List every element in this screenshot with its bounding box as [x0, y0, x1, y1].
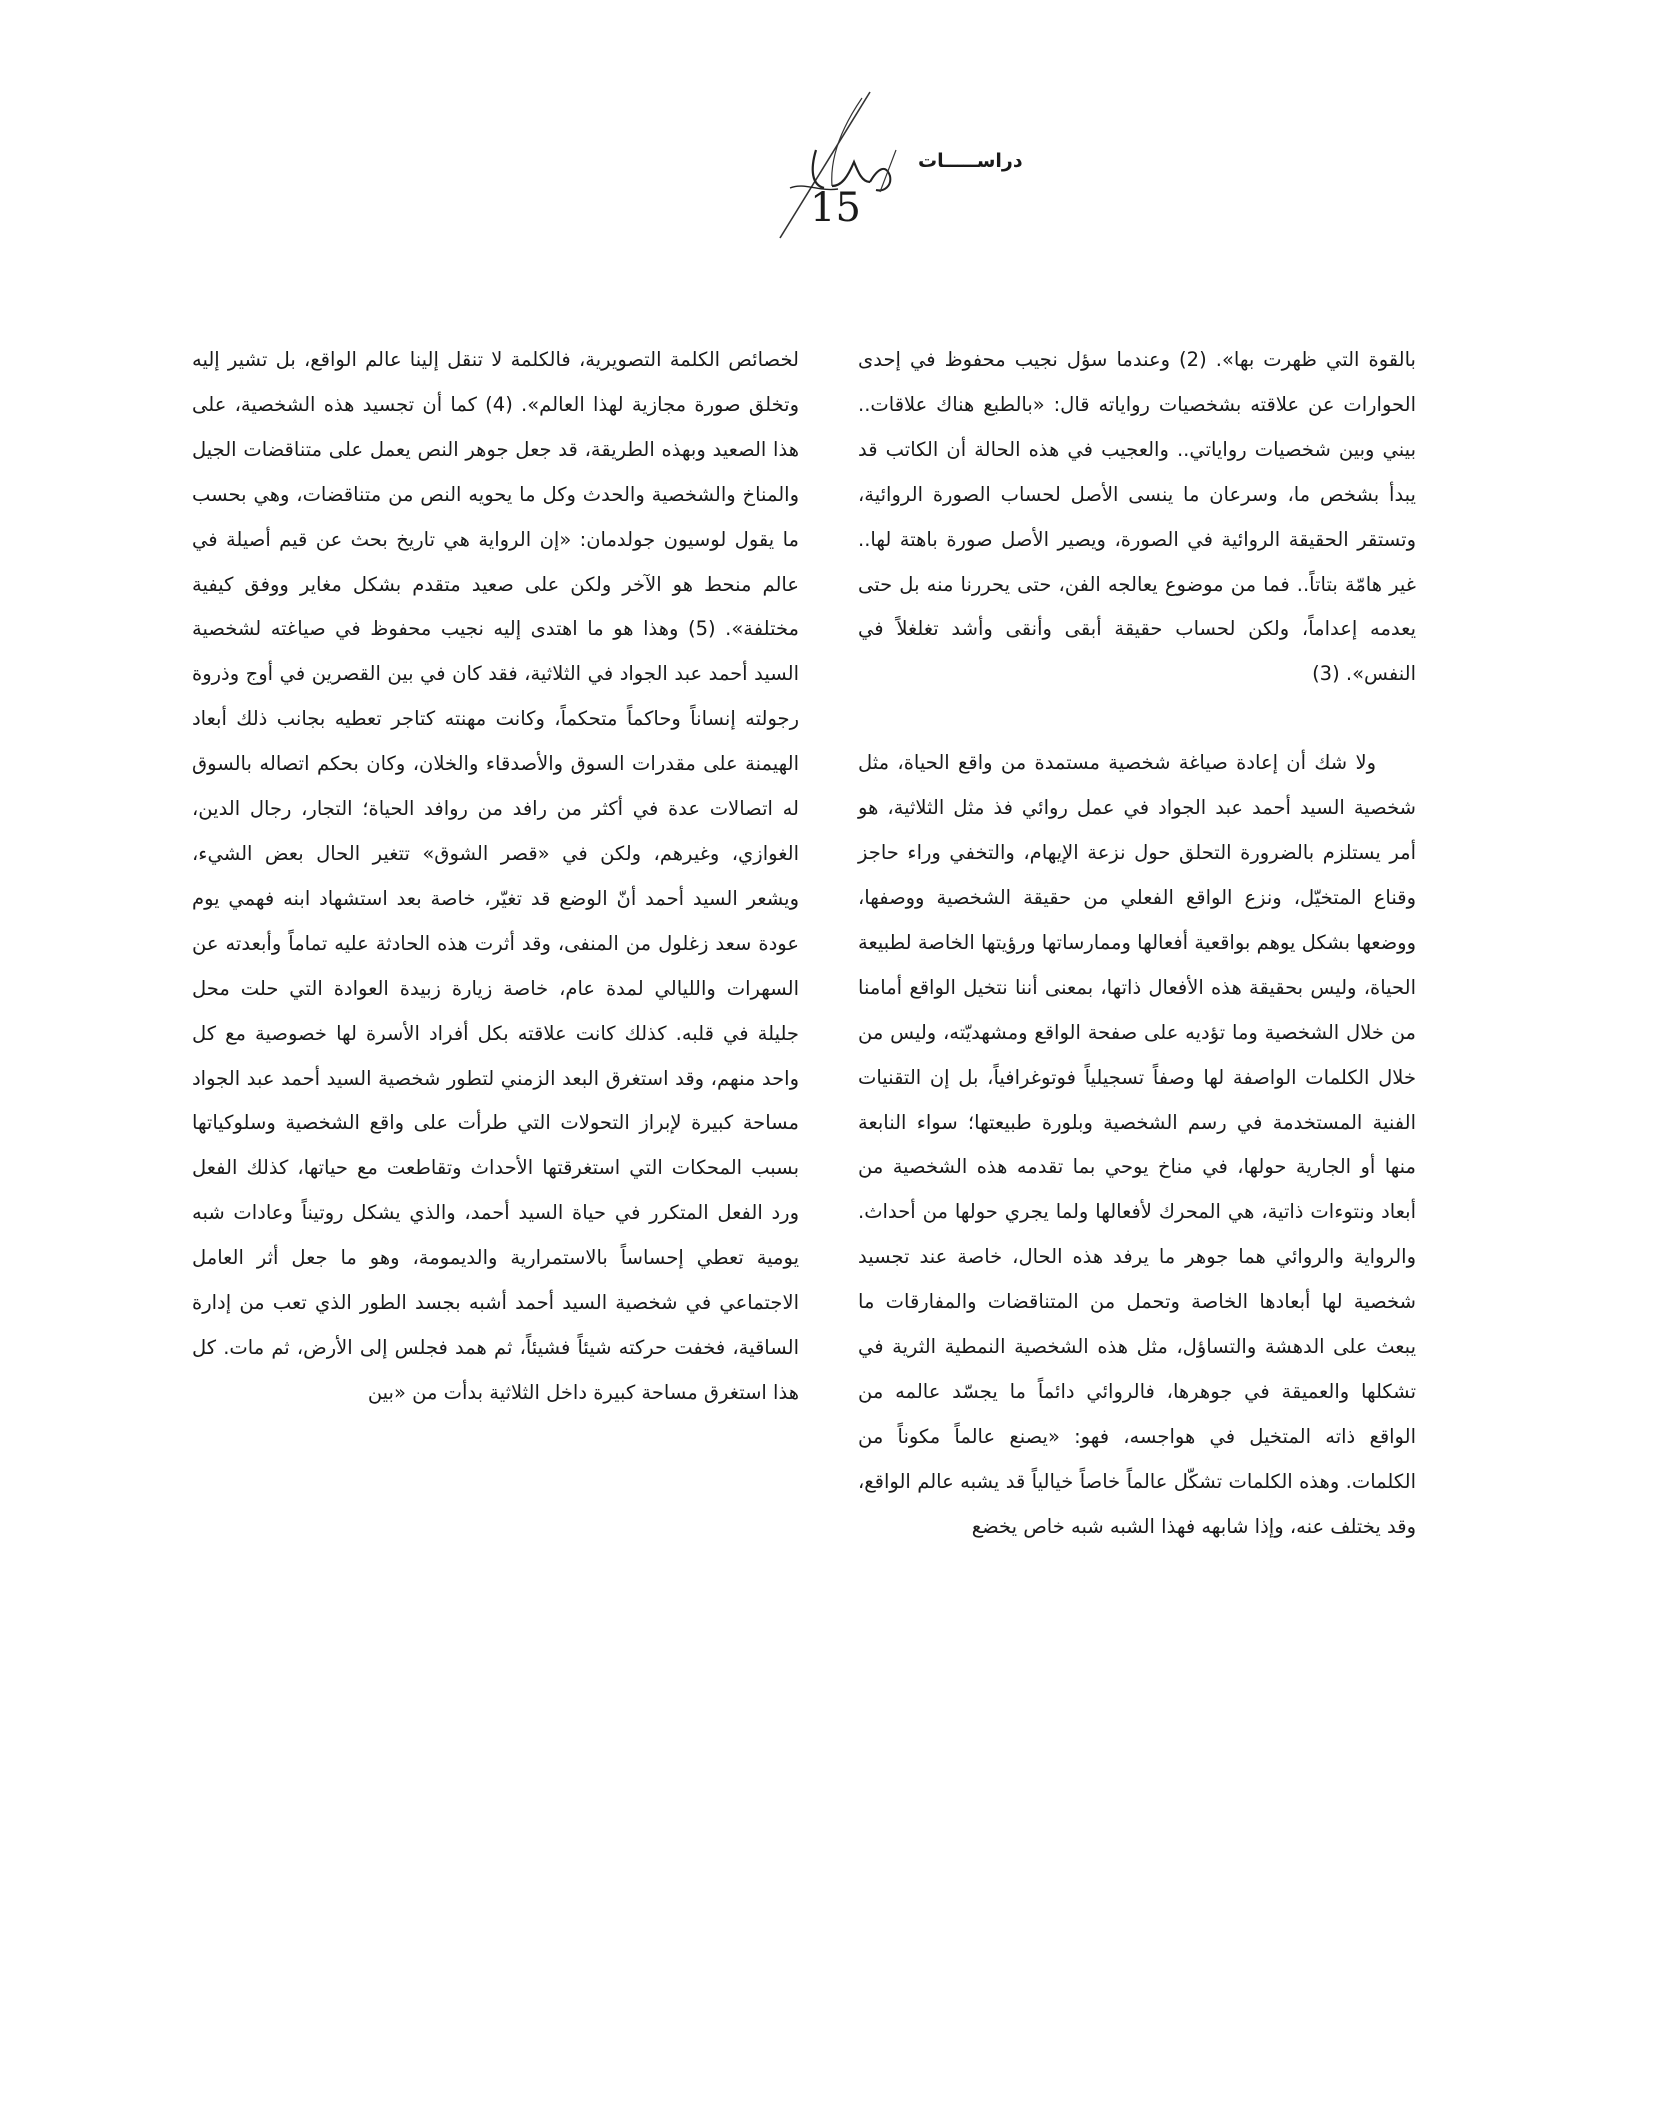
- paragraph: بالقوة التي ظهرت بها». (2) وعندما سؤل نجيب محفوظ في إحدى الحوارات عن علاقته بشخصيات رواياته قال: «بالطبع هناك علاقات.. بيني وبين شخصيات رواياتي.. والعجيب في هذه الحالة أن الكاتب قد يبدأ بشخص ما، وسرعان ما ينسى الأصل لحساب الصورة الروائية، وتستقر الحقيقة الروائية في الصورة، ويصير الأصل صورة باهتة لها.. غير هامّة بتاتاً.. فما من موضوع يعالجه الفن، حتى يحررنا منه بل حتى يعدمه إعداماً، ولكن لحساب حقيقة أبقى وأنقى وأشد تغلغلاً في النفس». (3): [858, 348, 1416, 686]
- paragraph: لخصائص الكلمة التصويرية، فالكلمة لا تنقل إلينا عالم الواقع، بل تشير إليه وتخلق صورة مجازية لهذا العالم». (4) كما أن تجسيد هذه الشخصية، على هذا الصعيد وبهذه الطريقة، قد جعل جوهر النص يعمل على متناقضات الجيل والمناخ والشخصية والحدث وكل ما يحويه النص من متناقضات، وهي بحسب ما يقول لوسيون جولدمان: «إن الرواية هي تاريخ بحث عن قيم أصيلة في عالم منحط هو الآخر ولكن على صعيد متقدم بشكل مغاير ووفق كيفية مختلفة». (5) وهذا هو ما اهتدى إليه نجيب محفوظ في صياغته لشخصية السيد أحمد عبد الجواد في الثلاثية، فقد كان في بين القصرين في أوج وذروة رجولته إنساناً وحاكماً متحكماً، وكانت مهنته كتاجر تعطيه بجانب ذلك أبعاد الهيمنة على مقدرات السوق والأصدقاء والخلان، وكان بحكم اتصاله بالسوق له اتصالات عدة في أكثر من رافد من روافد الحياة؛ التجار، رجال الدين، الغوازي، وغيرهم، ولكن في «قصر الشوق» تتغير الحال بعض الشيء، ويشعر السيد أحمد أنّ الوضع قد تغيّر، خاصة بعد استشهاد ابنه فهمي يوم عودة سعد زغلول من المنفى، وقد أثرت هذه الحادثة عليه تماماً وأبعدته عن السهرات والليالي لمدة عام، خاصة زيارة زبيدة العوادة التي حلت محل جليلة في قلبه. كذلك كانت علاقته بكل أفراد الأسرة لها خصوصية مع كل واحد منهم، وقد استغرق البعد الزمني لتطور شخصية السيد أحمد عبد الجواد مساحة كبيرة لإبراز التحولات التي طرأت على واقع الشخصية وسلوكياتها بسبب المحكات التي استغرقتها الأحداث وتقاطعت مع حياتها، كذلك الفعل ورد الفعل المتكرر في حياة السيد أحمد، والذي يشكل روتيناً وعادات شبه يومية تعطي إحساساً بالاستمرارية والديمومة، وهو ما جعل أثر العامل الاجتماعي في شخصية السيد أحمد أشبه بجسد الطور الذي تعب من إدارة الساقية، فخفت حركته شيئاً فشيئاً، ثم همد فجلس إلى الأرض، ثم مات. كل هذا استغرق مساحة كبيرة داخل الثلاثية بدأت من «بين: [192, 348, 799, 1404]
- page-header: [620, 80, 1040, 270]
- paragraph: ولا شك أن إعادة صياغة شخصية مستمدة من واقع الحياة، مثل شخصية السيد أحمد عبد الجواد في عمل روائي فذ مثل الثلاثية، هو أمر يستلزم بالضرورة التحلق حول نزعة الإيهام، والتخفي وراء حاجز وقناع المتخيّل، ونزع الواقع الفعلي من حقيقة الشخصية ووصفها، ووضعها بشكل يوهم بواقعية أفعالها وممارساتها ورؤيتها الخاصة لطبيعة الحياة، وليس بحقيقة هذه الأفعال ذاتها، بمعنى أننا نتخيل الواقع أمامنا من خلال الشخصية وما تؤديه على صفحة الواقع ومشهديّته، وليس من خلال الكلمات الواصفة لها وصفاً تسجيلياً فوتوغرافياً، بل إن التقنيات الفنية المستخدمة في رسم الشخصية وبلورة طبيعتها؛ سواء النابعة منها أو الجارية حولها، في مناخ يوحي بما تقدمه هذه الشخصية من أبعاد ونتوءات ذاتية، هي المحرك لأفعالها ولما يجري حولها من أحداث. والرواية والروائي هما جوهر ما يرفد هذه الحال، خاصة عند تجسيد شخصية لها أبعادها الخاصة وتحمل من المتناقضات والمفارقات ما يبعث على الدهشة والتساؤل، مثل هذه الشخصية النمطية الثرية في تشكلها والعميقة في جوهرها، فالروائي دائماً ما يجسّد عالمه من الواقع ذاته المتخيل في هواجسه، فهو: «يصنع عالماً مكوناً من الكلمات. وهذه الكلمات تشكّل عالماً خاصاً خيالياً قد يشبه عالم الواقع، وقد يختلف عنه، وإذا شابهه فهذا الشبه شبه خاص يخضع: [858, 751, 1416, 1538]
- right-text-column: [858, 338, 1416, 1550]
- page-number: 15: [810, 185, 861, 231]
- section-label: دراســـــات: [918, 150, 1023, 172]
- left-text-column: [192, 338, 799, 1416]
